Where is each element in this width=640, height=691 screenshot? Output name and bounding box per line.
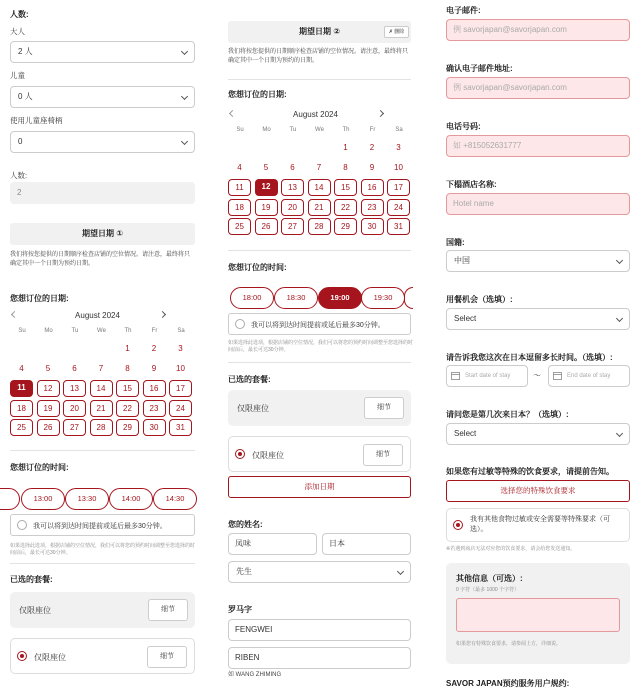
weekday-label: Sa (177, 328, 185, 334)
divider (10, 563, 195, 564)
phone-label: 电话号码: (446, 122, 481, 131)
course-card (228, 390, 411, 426)
weekday-label: Mo (262, 127, 271, 133)
calendar-month: August 2024 (75, 311, 120, 320)
calendar-day[interactable]: 11 (228, 179, 251, 196)
time-slot[interactable]: 13:30 (65, 488, 109, 510)
delete-date-button[interactable]: ✗ 删除 (384, 26, 409, 38)
calendar-day[interactable]: 18 (10, 400, 33, 417)
calendar-day: 2 (151, 344, 157, 353)
romaji-family-input[interactable]: RIBEN (228, 647, 411, 669)
radio-selected-icon (235, 449, 245, 459)
calendar-day[interactable]: 23 (143, 400, 166, 417)
time-slot[interactable]: 13:00 (21, 488, 65, 510)
other-info-note: 如果您有特殊饮食要求，请参阅上方，详细说。 (456, 641, 562, 647)
calendar-day[interactable]: 14 (90, 380, 113, 397)
flex-time-checkbox[interactable]: 我可以将到达时间提前或延后最多30分钟。 (10, 514, 195, 536)
stay-label: 请告诉我您这次在日本逗留多长时间。（选填）: (446, 353, 613, 362)
time-label: 您想订位的时间: (10, 463, 69, 472)
total-label: 人数: (10, 171, 28, 180)
visit-label: 请问您是第几次来日本？（选填）: (446, 410, 569, 419)
calendar-day[interactable]: 19 (37, 400, 60, 417)
chevron-down-icon (616, 257, 623, 264)
calendar-day[interactable]: 15 (116, 380, 139, 397)
calendar-day[interactable]: 22 (334, 199, 357, 216)
weekday-label: Mo (44, 328, 53, 334)
divider (228, 362, 411, 363)
time-slot[interactable] (0, 488, 20, 510)
calendar-day[interactable]: 30 (361, 218, 384, 235)
calendar-day[interactable]: 16 (361, 179, 384, 196)
calendar-day[interactable]: 12 (37, 380, 60, 397)
calendar-day[interactable]: 20 (63, 400, 86, 417)
calendar-day[interactable]: 28 (308, 218, 331, 235)
calendar-day: 10 (176, 363, 185, 373)
course-label: 已选的套餐: (228, 375, 271, 384)
stay-separator: 〜 (533, 371, 541, 380)
calendar-day: 6 (290, 162, 295, 172)
title-select[interactable]: 先生 (228, 561, 411, 583)
calendar-day: 5 (45, 363, 51, 373)
flex-time-note: 如果选择此选项，根据店铺的空位情况，我们可以将您的预约时间调整至您选择的时间前后，最长可达30分钟。 (228, 340, 414, 353)
calendar-day[interactable]: 19 (255, 199, 278, 216)
calendar-day[interactable]: 14 (308, 179, 331, 196)
calendar-day[interactable]: 24 (387, 199, 410, 216)
calendar-day: 1 (125, 344, 130, 353)
calendar-day[interactable]: 29 (116, 419, 139, 436)
calendar-day[interactable]: 15 (334, 179, 357, 196)
calendar-day[interactable]: 18 (228, 199, 251, 216)
confirm-email-label: 确认电子邮件地址: (446, 64, 513, 73)
other-info-card (446, 563, 630, 664)
hotel-label: 下榻酒店名称: (446, 180, 497, 189)
calendar-day: 1 (343, 143, 348, 152)
weekday-label: Th (124, 328, 132, 334)
children-select[interactable]: 0 人 (10, 86, 195, 108)
calendar-day: 2 (369, 143, 375, 152)
nationality-select[interactable]: 中国 (446, 250, 630, 272)
romaji-given-input[interactable]: FENGWEI (228, 619, 411, 641)
calendar-day: 5 (263, 162, 269, 172)
weekday-label: Su (236, 127, 244, 133)
calendar-day[interactable]: 31 (169, 419, 192, 436)
other-info-label: 其他信息（可选）: (456, 574, 523, 583)
chevron-down-icon (181, 93, 188, 100)
family-name-input[interactable]: 日本 (322, 533, 411, 555)
time-slot[interactable]: 18:30 (274, 287, 318, 309)
flex-time-checkbox[interactable]: 我可以将到达时间提前或延后最多30分钟。 (228, 313, 411, 335)
checkbox-icon (235, 319, 245, 329)
calendar-day[interactable]: 26 (255, 218, 278, 235)
diet-note: ※若遇到商店无法对应您的饮食要求，请会给您发送通知。 (446, 546, 576, 552)
weekday-label: We (97, 328, 106, 334)
calendar-day[interactable]: 30 (143, 419, 166, 436)
chevron-down-icon (181, 48, 188, 55)
hope-date-note: 我们将按您提供的日期顺序检查店铺的空位情况。请注意，最终将只确定其中一个日期为预约的日期。 (228, 49, 409, 64)
calendar-day[interactable]: 23 (361, 199, 384, 216)
other-info-textarea[interactable] (456, 598, 620, 632)
calendar-icon (451, 371, 460, 380)
add-date-button[interactable]: 添加日期 (228, 476, 411, 498)
calendar-day: 8 (343, 162, 348, 172)
hope-date-2-bar: 期望日期 ② (228, 21, 411, 43)
course-label: 已选的套餐: (10, 575, 53, 584)
calendar-day: 3 (178, 344, 183, 353)
calendar-month: August 2024 (293, 110, 338, 119)
course-option-name: 仅限座位 (252, 451, 284, 460)
time-slot[interactable] (404, 287, 413, 309)
checkbox-icon (17, 520, 27, 530)
time-slot[interactable]: 18:00 (230, 287, 274, 309)
hope-date-1-bar: 期望日期 ① (10, 223, 195, 245)
divider (10, 450, 195, 451)
time-slot[interactable]: 14:30 (153, 488, 197, 510)
email-label: 电子邮件: (446, 6, 481, 15)
calendar-day[interactable]: 25 (10, 419, 33, 436)
email-input[interactable]: 例 savorjapan@savorjapan.com (446, 19, 630, 41)
hope-date-note: 我们将按您提供的日期顺序检查店铺的空位情况。请注意，最终将只确定其中一个日期为预约日期。 (10, 252, 191, 267)
radio-selected-icon (17, 651, 27, 661)
given-name-input[interactable]: 凤味 (228, 533, 317, 555)
divider (228, 250, 411, 251)
radio-selected-icon (453, 520, 463, 530)
course-option[interactable] (10, 638, 195, 674)
calendar-day: 10 (394, 162, 403, 172)
time-label: 您想订位的时间: (228, 263, 287, 272)
calendar-day[interactable]: 31 (387, 218, 410, 235)
weekday-label: Tu (289, 127, 297, 133)
calendar-day[interactable]: 27 (63, 419, 86, 436)
weekday-label: Th (342, 127, 350, 133)
total-people-field: 2 (10, 182, 195, 204)
course-card (10, 592, 195, 628)
course-detail-button[interactable]: 细节 (148, 599, 188, 621)
hotel-input[interactable]: Hotel name (446, 193, 630, 215)
calendar-day: 7 (316, 162, 322, 172)
course-detail-button[interactable]: 细节 (364, 397, 404, 419)
dietary-other-option[interactable] (446, 508, 630, 542)
calendar-day: 8 (125, 363, 130, 373)
calendar-day[interactable]: 25 (228, 218, 251, 235)
romaji-example: 如 WANG ZHIMING (228, 672, 282, 678)
calendar-day[interactable]: 21 (308, 199, 331, 216)
visit-count-select[interactable]: Select (446, 423, 630, 445)
calendar-day[interactable]: 28 (90, 419, 113, 436)
course-detail-button[interactable]: 细节 (363, 444, 403, 466)
dietary-other-label: 我有其他食物过敏或安全需要等特殊要求（可选）。 (470, 516, 610, 533)
date-label: 您想订位的日期: (10, 294, 69, 303)
phone-input[interactable]: 如 +815052631777 (446, 135, 630, 157)
nationality-label: 国籍: (446, 238, 465, 247)
calendar-day[interactable]: 24 (169, 400, 192, 417)
chevron-down-icon (397, 568, 404, 575)
char-count: 0 字符（最多 1000 个字符） (456, 587, 520, 593)
course-option[interactable] (228, 436, 411, 472)
flex-time-note: 如果选择此选项，根据店铺的空位情况，我们可以将您的预约时间调整至您选择的时间前后，最长可达30分钟。 (10, 543, 196, 556)
weekday-label: Tu (71, 328, 79, 334)
confirm-email-input[interactable]: 例 savorjapan@savorjapan.com (446, 77, 630, 99)
calendar-day[interactable]: 17 (387, 179, 410, 196)
stay-start-input[interactable]: Start date of stay (446, 365, 528, 387)
time-slot[interactable]: 19:30 (361, 287, 405, 309)
stay-end-input[interactable]: End date of stay (548, 365, 630, 387)
calendar-day[interactable]: 27 (281, 218, 304, 235)
calendar-day[interactable]: 20 (281, 199, 304, 216)
adults-label: 大人 (10, 27, 25, 36)
calendar-day[interactable]: 13 (281, 179, 304, 196)
weekday-label: Fr (151, 328, 158, 334)
course-name: 仅限座位 (19, 606, 51, 615)
weekday-label: Su (18, 328, 26, 334)
child-seat-label: 使用儿童座椅柄 (10, 116, 63, 125)
diet-label: 如果您有过敏等特殊的饮食要求，请提前告知。 (446, 467, 614, 476)
terms-label: SAVOR JAPAN预约服务用户规约: (446, 679, 570, 688)
calendar-day: 6 (72, 363, 77, 373)
time-slot[interactable]: 14:00 (109, 488, 153, 510)
weekday-label: Fr (369, 127, 376, 133)
calendar-day: 9 (369, 162, 375, 172)
course-option-name: 仅限座位 (34, 653, 66, 662)
romaji-label: 罗马字 (228, 605, 252, 614)
calendar-day: 4 (19, 363, 24, 373)
calendar-day: 9 (151, 363, 157, 373)
dietary-requirements-button[interactable]: 选择您的特殊饮食要求 (446, 480, 630, 502)
occasion-label: 用餐机会（选填）: (446, 295, 513, 304)
calendar-day[interactable]: 16 (143, 380, 166, 397)
course-detail-button[interactable]: 细节 (147, 646, 187, 668)
divider (228, 79, 411, 80)
weekday-label: Sa (395, 127, 403, 133)
name-label: 您的姓名: (228, 520, 263, 529)
calendar-day: 3 (396, 143, 401, 152)
calendar-day[interactable]: 26 (37, 419, 60, 436)
calendar-day[interactable]: 17 (169, 380, 192, 397)
adults-select[interactable]: 2 人 (10, 41, 195, 63)
chevron-down-icon (616, 430, 623, 437)
calendar-day[interactable]: 22 (116, 400, 139, 417)
chevron-down-icon (181, 138, 188, 145)
chevron-down-icon (616, 315, 623, 322)
occasion-select[interactable]: Select (446, 308, 630, 330)
calendar-day: 7 (98, 363, 104, 373)
calendar-day[interactable]: 21 (90, 400, 113, 417)
time-slot[interactable]: 19:00 (318, 287, 362, 309)
calendar-day[interactable]: 11 (10, 380, 33, 397)
weekday-label: We (315, 127, 324, 133)
calendar-day[interactable]: 12 (255, 179, 278, 196)
course-name: 仅限座位 (237, 404, 269, 413)
calendar-icon (553, 371, 562, 380)
children-label: 儿童 (10, 71, 25, 80)
date-label: 您想订位的日期: (228, 90, 287, 99)
party-size-label: 人数: (10, 10, 29, 19)
calendar-day: 4 (237, 162, 242, 172)
calendar-day[interactable]: 29 (334, 218, 357, 235)
calendar-day[interactable]: 13 (63, 380, 86, 397)
child-seat-select[interactable]: 0 (10, 131, 195, 153)
